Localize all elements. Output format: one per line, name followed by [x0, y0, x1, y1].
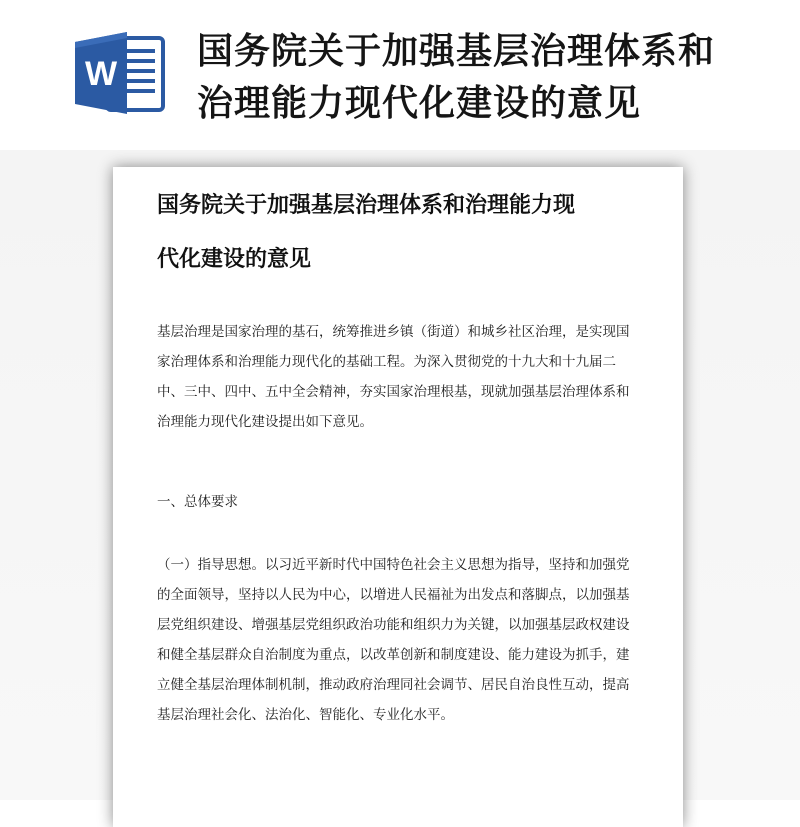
header-title	[197, 26, 777, 130]
paragraph-line: 基层治理是国家治理的基石，统筹推进乡镇（街道）和城乡社区治理，是实现国	[157, 324, 630, 340]
paragraph-line: （一）指导思想。以习近平新时代中国特色社会主义思想为指导，坚持和加强党	[157, 557, 630, 573]
document-title-line: 国务院关于加强基层治理体系和治理能力现	[157, 193, 576, 218]
paragraph-line: 立健全基层治理体制机制，推动政府治理同社会调节、居民自治良性互动，提高	[157, 677, 630, 693]
document-title	[157, 179, 657, 287]
section-heading	[157, 487, 649, 517]
header-title-line: 治理能力现代化建设的意见	[197, 83, 642, 124]
paragraph-line: 的全面领导，坚持以人民为中心，以增进人民福祉为出发点和落脚点，以加强基	[157, 587, 630, 603]
header-title-line: 国务院关于加强基层治理体系和	[197, 31, 716, 72]
paragraph-line: 家治理体系和治理能力现代化的基础工程。为深入贯彻党的十九大和十九届二	[157, 354, 616, 370]
paragraph-line: 基层治理社会化、法治化、智能化、专业化水平。	[157, 707, 454, 723]
paragraph-line: 中、三中、四中、五中全会精神，夯实国家治理根基，现就加强基层治理体系和	[157, 384, 630, 400]
section-heading-text: 一、总体要求	[157, 494, 238, 510]
paragraph-line: 和健全基层群众自治制度为重点，以改革创新和制度建设、能力建设为抓手，建	[157, 647, 630, 663]
document-title-line: 代化建设的意见	[157, 247, 312, 272]
guiding-paragraph	[157, 550, 649, 730]
document-page	[113, 167, 683, 827]
paragraph-line: 治理能力现代化建设提出如下意见。	[157, 414, 373, 430]
word-icon-letter: W	[84, 55, 118, 93]
intro-paragraph	[157, 317, 649, 437]
word-document-icon	[75, 32, 165, 114]
paragraph-line: 层党组织建设、增强基层党组织政治功能和组织力为关键，以加强基层政权建设	[157, 617, 630, 633]
header-banner	[0, 0, 800, 150]
